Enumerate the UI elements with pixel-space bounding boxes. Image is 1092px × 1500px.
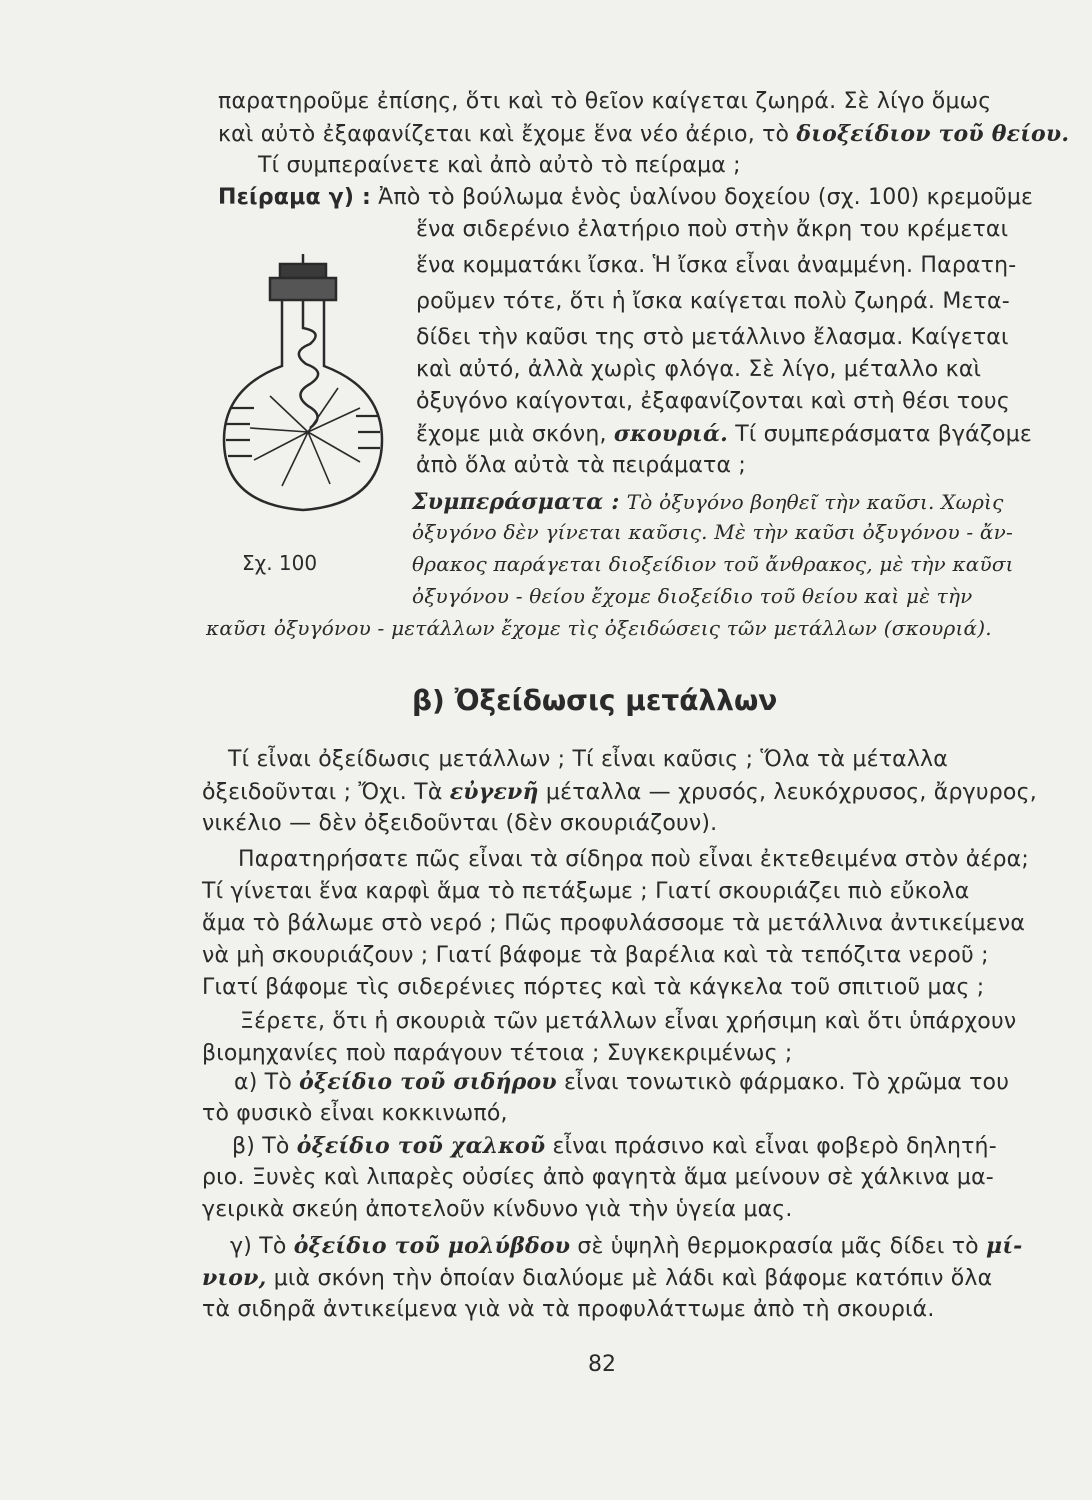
text-span: Τί συμπεράσματα βγάζομε [728,422,1033,447]
text-span: εἶναι πράσινο καὶ εἶναι φοβερὸ δηλητή- [545,1134,997,1159]
text-line [218,120,1069,149]
text-span: γ) Τὸ [230,1234,294,1259]
text-line: ὀξυγόνου - θείου ἔχομε διοξείδιο τοῦ θείου καὶ μὲ τὴν [412,584,973,608]
text-line: τὰ σιδηρᾶ ἀντικείμενα γιὰ νὰ τὰ προφυλάττωμε ἀπὸ τὴ σκουριά. [202,1297,935,1322]
text-line: θρακος παράγεται διοξείδιον τοῦ ἄνθρακος, μὲ τὴν καῦσι [412,552,1014,576]
text-line [234,1068,1009,1097]
text-line: ἕνα κομματάκι ἴσκα. Ἡ ἴσκα εἶναι ἀναμμένη. Παρατη- [416,253,1017,278]
figure-caption: Σχ. 100 [242,551,318,575]
emphasis-term: νιον, [202,1265,267,1291]
text-span: μέταλλα — χρυσός, λευκόχρυσος, ἄργυρος, [538,780,1037,805]
text-line [202,778,1037,807]
emphasis-term: σκουριά. [613,421,728,447]
text-line: γειρικὰ σκεύη ἀποτελοῦν κίνδυνο γιὰ τὴν ὑγεία μας. [202,1197,793,1222]
emphasis-term: ὀξείδιο τοῦ χαλκοῦ [296,1133,546,1159]
text-span: β) Τὸ [232,1134,297,1159]
text-line: νὰ μὴ σκουριάζουν ; Γιατί βάφομε τὰ βαρέλια καὶ τὰ τεπόζιτα νεροῦ ; [202,943,989,968]
emphasis-term: ὀξείδιο τοῦ σιδήρου [299,1069,557,1095]
text-span: Ἀπὸ τὸ βούλωμα ἑνὸς ὑαλίνου δοχείου (σχ. 100) κρεμοῦμε [378,185,1034,210]
text-span: μιὰ σκόνη τὴν ὁποίαν διαλύομε μὲ λάδι καὶ βάφομε κατόπιν ὅλα [266,1266,993,1291]
text-span: σὲ ὑψηλὴ θερμοκρασία μᾶς δίδει τὸ [570,1234,987,1259]
text-line: Τί συμπεραίνετε καὶ ἀπὸ αὐτὸ τὸ πείραμα ; [258,153,741,178]
emphasis-term: μί- [986,1233,1023,1259]
text-line: Τί γίνεται ἕνα καρφὶ ἅμα τὸ πετάξωμε ; Γιατί σκουριάζει πιὸ εὔκολα [202,879,970,904]
text-line: Τί εἶναι ὀξείδωσις μετάλλων ; Τί εἶναι καῦσις ; Ὅλα τὰ μέταλλα [228,747,948,772]
section-heading: β) Ὀξείδωσις μετάλλων [412,684,778,717]
text-line [412,488,1004,517]
text-line [416,420,1032,449]
text-line: ριο. Ξυνὲς καὶ λιπαρὲς οὐσίες ἀπὸ φαγητὰ ἅμα μείνουν σὲ χάλκινα μα- [202,1165,994,1190]
flask-illustration [210,248,396,518]
experiment-label: Πείραμα γ) : [218,185,371,210]
text-span: ὀξειδοῦνται ; Ὄχι. Τὰ [202,780,450,805]
emphasis-term: ὀξείδιο τοῦ μολύβδου [293,1233,571,1259]
text-line: καῦσι ὀξυγόνου - μετάλλων ἔχομε τὶς ὀξειδώσεις τῶν μετάλλων (σκουριά). [206,616,992,640]
text-span: α) Τὸ [234,1070,300,1095]
text-line [232,1132,997,1161]
text-line: ἕνα σιδερένιο ἐλατήριο ποὺ στὴν ἄκρη του κρέμεται [416,217,1009,242]
emphasis-term: διοξείδιον τοῦ θείου. [796,121,1070,147]
text-line: καὶ αὐτό, ἀλλὰ χωρὶς φλόγα. Σὲ λίγο, μέταλλο καὶ [416,357,982,382]
text-line [218,184,1033,212]
text-span: ἔχομε μιὰ σκόνη, [416,422,614,447]
text-span: Τὸ ὀξυγόνο βοηθεῖ τὴν καῦσι. Χωρὶς [626,490,1004,514]
text-line: ροῦμεν τότε, ὅτι ἡ ἴσκα καίγεται πολὺ ζωηρά. Μετα- [416,289,1010,314]
text-line: ὀξυγόνο καίγονται, ἐξαφανίζονται καὶ στὴ θέσι τους [416,389,1010,414]
text-span: καὶ αὐτὸ ἐξαφανίζεται καὶ ἔχομε ἕνα νέο ἀέριο, τὸ [218,122,797,147]
text-line: παρατηροῦμε ἐπίσης, ὅτι καὶ τὸ θεῖον καίγεται ζωηρά. Σὲ λίγο ὅμως [218,89,992,114]
text-line: ἅμα τὸ βάλωμε στὸ νερό ; Πῶς προφυλάσσομε τὰ μετάλλινα ἀντικείμενα [202,911,1026,936]
text-line: βιομηχανίες ποὺ παράγουν τέτοια ; Συγκεκριμένως ; [202,1041,793,1066]
text-line: τὸ φυσικὸ εἶναι κοκκινωπό, [202,1101,508,1126]
text-line: νικέλιο — δὲν ὀξειδοῦνται (δὲν σκουριάζουν). [202,811,718,836]
text-span: εἶναι τονωτικὸ φάρμακο. Τὸ χρῶμα του [556,1070,1010,1095]
text-line: Γιατί βάφομε τὶς σιδερένιες πόρτες καὶ τὰ κάγκελα τοῦ σπιτιοῦ μας ; [202,975,985,1000]
text-line [230,1232,1023,1261]
page-number: 82 [588,1352,616,1377]
text-line: Παρατηρήσατε πῶς εἶναι τὰ σίδηρα ποὺ εἶναι ἐκτεθειμένα στὸν ἀέρα; [238,847,1029,872]
text-line: ὀξυγόνο δὲν γίνεται καῦσις. Μὲ τὴν καῦσι ὀξυγόνου - ἄν- [412,520,1013,544]
text-line: δίδει τὴν καῦσι της στὸ μετάλλινο ἔλασμα. Καίγεται [416,325,1009,350]
text-line: ἀπὸ ὅλα αὐτὰ τὰ πειράματα ; [416,453,746,478]
text-line: Ξέρετε, ὅτι ἡ σκουριὰ τῶν μετάλλων εἶναι χρήσιμη καὶ ὅτι ὑπάρχουν [240,1009,1017,1034]
conclusions-label: Συμπεράσματα : [412,489,620,515]
emphasis-term: εὐγενῆ [449,779,539,805]
text-line [202,1264,992,1293]
